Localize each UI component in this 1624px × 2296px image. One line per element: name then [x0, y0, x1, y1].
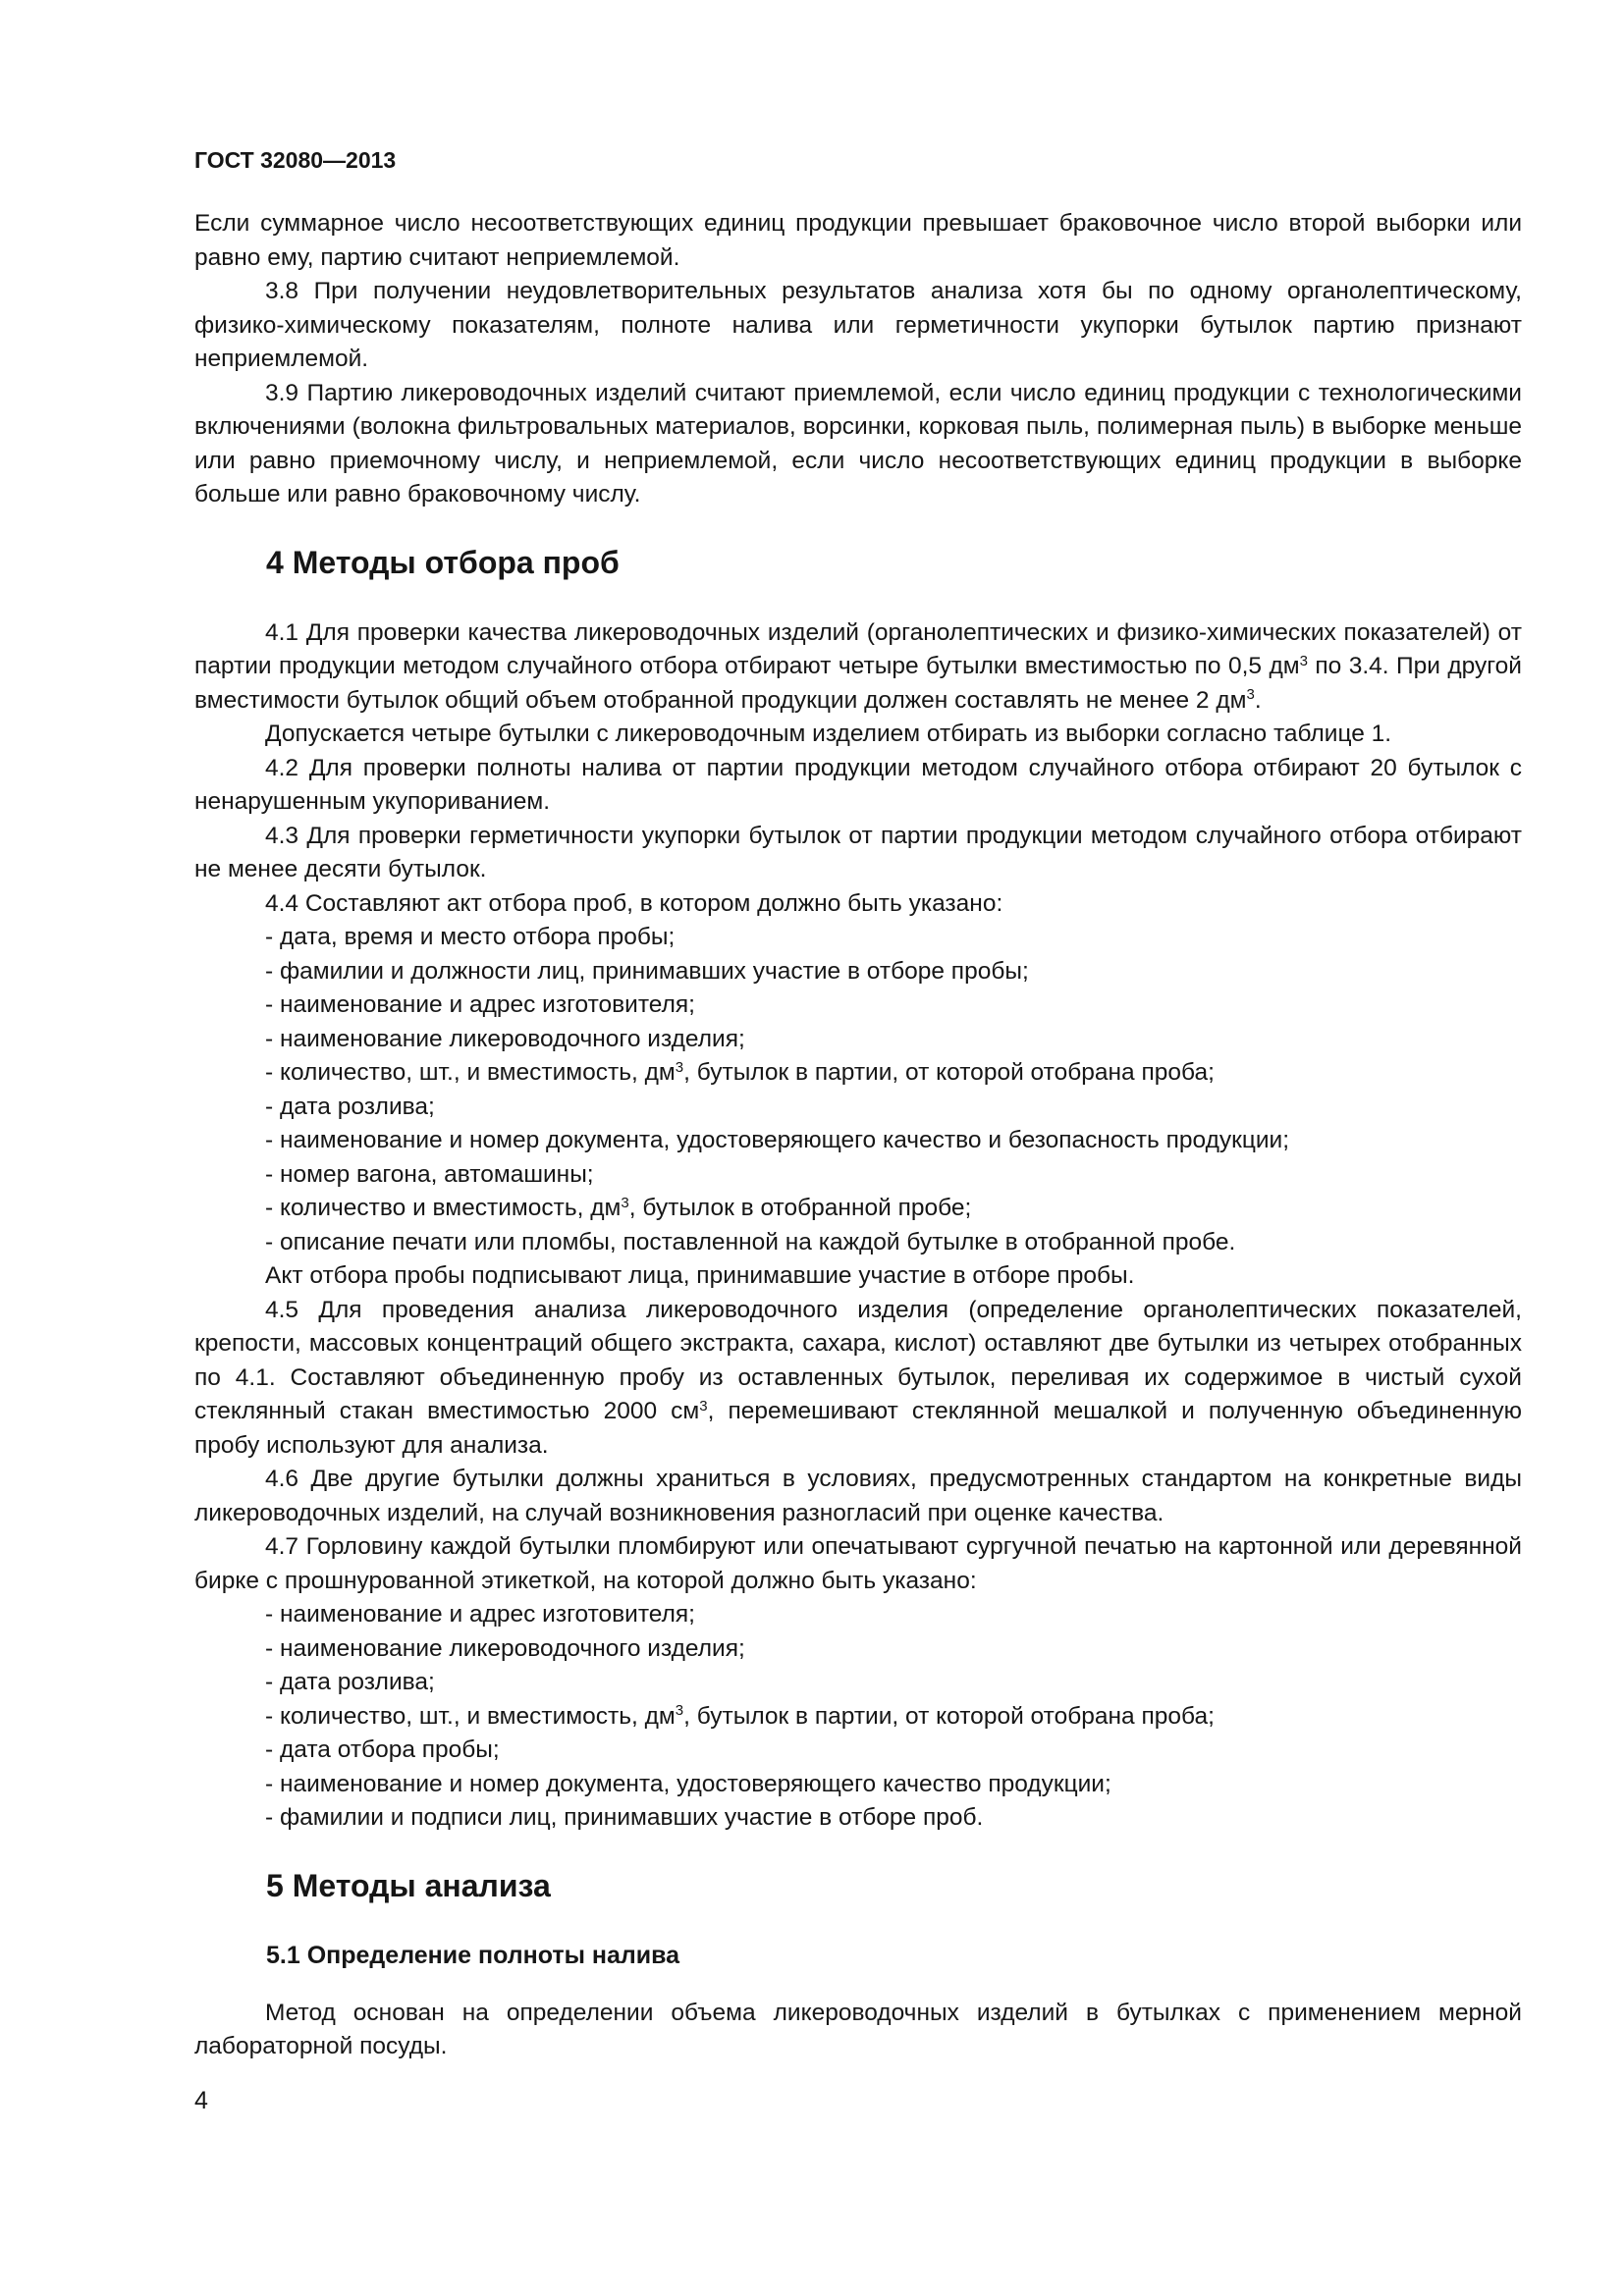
list-item: - дата розлива; — [265, 1669, 435, 1695]
text-run: 4.5 Для проведения анализа ликероводочного изделия (определение органолептических показателей, крепости, массовых концентраций общего экстракта, сахара, кислот) оставляют две бутылки из четырех отобранных по 4.1. Составляют объединенную пробу из оставленных бутылок, переливая их содержимое в чистый сухой стеклянный стакан вместимостью 2000 см — [194, 1296, 1522, 1424]
superscript: 3 — [1246, 686, 1255, 704]
list-item: - номер вагона, автомашины; — [265, 1160, 594, 1188]
section-heading: 5 Методы анализа — [266, 1867, 551, 1903]
document-header: ГОСТ 32080—2013 — [194, 147, 397, 173]
list-item: - описание печати или пломбы, поставленной на каждой бутылке в отобранной пробе. — [265, 1228, 1236, 1255]
paragraph: Допускается четыре бутылки с ликероводочным изделием отбирать из выборки согласно таблице 1. — [265, 721, 1392, 747]
list-item — [194, 1700, 1522, 1735]
paragraph: 3.8 При получении неудовлетворительных результатов анализа хотя бы по одному органолептическому, физико-химическому показателям, полноте налива или герметичности укупорки бутылок партию признают неприемлемой. — [194, 278, 1522, 372]
superscript: 3 — [1299, 652, 1308, 669]
list-item: - наименование и адрес изготовителя; — [265, 1601, 695, 1628]
paragraph: 4.2 Для проверки полноты налива от партии продукции методом случайного отбора отбирают 20 бутылок с ненарушенным укупориванием. — [194, 754, 1522, 815]
text-run: , бутылок в партии, от которой отобрана проба; — [683, 1059, 1215, 1086]
paragraph: Метод основан на определении объема ликероводочных изделий в бутылках с применением мерной лабораторной посуды. — [194, 1999, 1522, 2059]
text-run: , бутылок в партии, от которой отобрана проба; — [683, 1702, 1215, 1730]
paragraph: 4.7 Горловину каждой бутылки пломбируют или опечатывают сургучной печатью на картонной или деревянной бирке с прошнурованной этикеткой, на которой должно быть указано: — [194, 1533, 1522, 1594]
superscript: 3 — [621, 1194, 629, 1211]
list-item: - наименование и номер документа, удостоверяющего качество и безопасность продукции; — [265, 1127, 1290, 1153]
document-body — [194, 207, 1522, 2064]
paragraph: 4.6 Две другие бутылки должны храниться в условиях, предусмотренных стандартом на конкретные виды ликероводочных изделий, на случай возникновения разногласий при оценке качества. — [194, 1466, 1522, 1526]
list-item — [194, 1056, 1522, 1091]
page-number: 4 — [194, 2087, 208, 2114]
superscript: 3 — [675, 1058, 684, 1076]
paragraph: 4.4 Составляют акт отбора проб, в котором должно быть указано: — [265, 889, 1003, 917]
list-item — [194, 1192, 1522, 1226]
list-item: - наименование и номер документа, удостоверяющего качество продукции; — [265, 1770, 1111, 1797]
list-item: - дата розлива; — [265, 1093, 435, 1120]
text-run: 4.1 Для проверки качества ликероводочных изделий (органолептических и физико-химических показателей) от партии продукции методом случайного отбора отбирают четыре бутылки вместимостью по 0,5 дм — [194, 618, 1522, 679]
superscript: 3 — [699, 1397, 708, 1415]
text-run: - количество, шт., и вместимость, дм — [265, 1702, 676, 1730]
list-item: - фамилии и подписи лиц, принимавших участие в отборе проб. — [265, 1804, 984, 1831]
paragraph — [194, 1294, 1522, 1464]
paragraph: Если суммарное число несоответствующих единиц продукции превышает браковочное число второй выборки или равно ему, партию считают неприемлемой. — [194, 210, 1522, 271]
list-item: - фамилии и должности лиц, принимавших участие в отборе пробы; — [265, 957, 1029, 985]
list-item: - наименование ликероводочного изделия; — [265, 1634, 745, 1662]
text-run: . — [1254, 686, 1262, 714]
paragraph — [194, 616, 1522, 719]
subsection-heading: 5.1 Определение полноты налива — [266, 1941, 680, 1969]
paragraph: 3.9 Партию ликероводочных изделий считают приемлемой, если число единиц продукции с технологическими включениями (волокна фильтровальных материалов, ворсинки, корковая пыль, полимерная пыль) в выборке меньше или равно приемочному числу, и неприемлемой, если число несоответствующих единиц продукции в выборке больше или равно браковочному числу. — [194, 379, 1522, 507]
paragraph: 4.3 Для проверки герметичности укупорки бутылок от партии продукции методом случайного отбора отбирают не менее десяти бутылок. — [194, 822, 1522, 882]
section-heading: 4 Методы отбора проб — [266, 544, 620, 580]
text-run: , бутылок в отобранной пробе; — [628, 1195, 972, 1221]
list-item: - дата, время и место отбора пробы; — [265, 924, 676, 950]
text-run: по 3.4. При другой вместимости бутылок общий объем отобранной продукции должен составлять не менее 2 дм — [194, 653, 1522, 714]
text-run: - количество, шт., и вместимость, дм — [265, 1059, 676, 1086]
list-item: - дата отбора пробы; — [265, 1736, 500, 1763]
list-item: - наименование и адрес изготовителя; — [265, 991, 695, 1018]
superscript: 3 — [675, 1702, 684, 1720]
text-run: , перемешивают стеклянной мешалкой и полученную объединенную пробу используют для анализа. — [194, 1398, 1522, 1459]
list-item: - наименование ликероводочного изделия; — [265, 1025, 745, 1052]
document-page — [194, 147, 1522, 2064]
paragraph: Акт отбора пробы подписывают лица, принимавшие участие в отборе пробы. — [265, 1262, 1135, 1289]
text-run: - количество и вместимость, дм — [265, 1195, 622, 1221]
